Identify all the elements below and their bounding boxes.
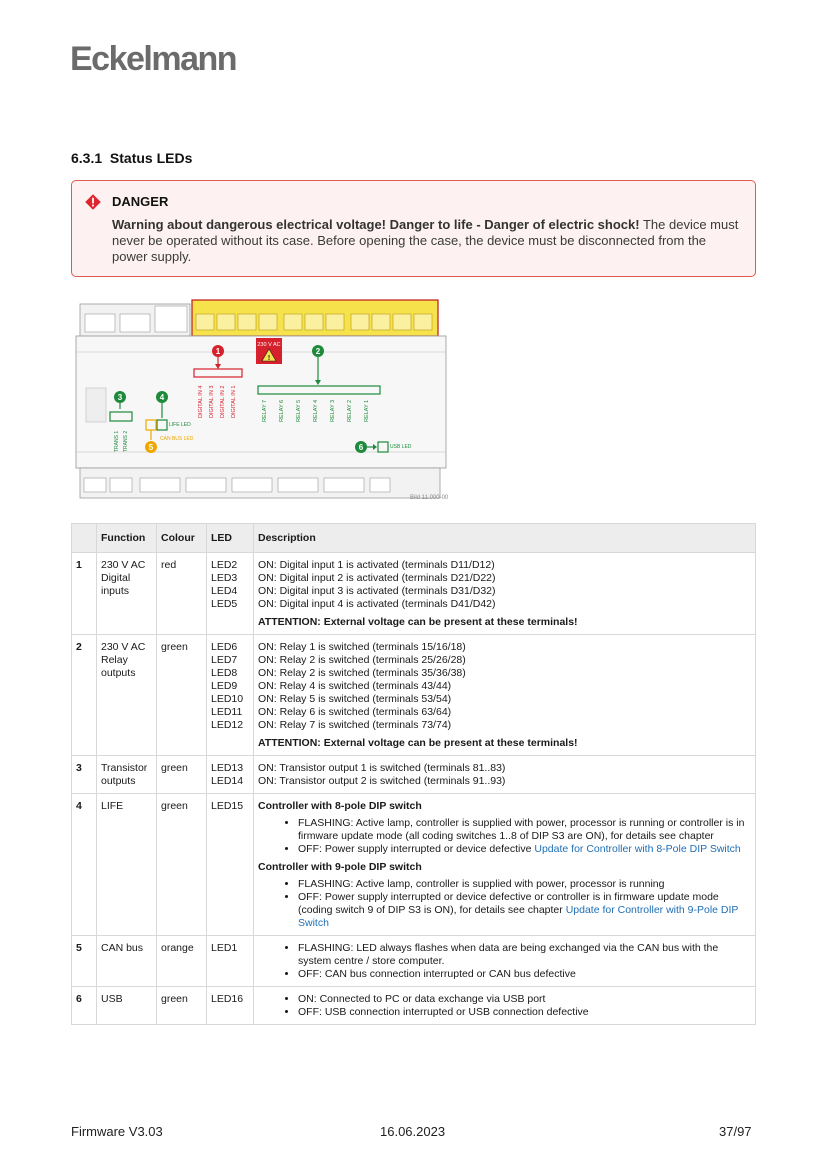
relay-4-label: RELAY 4 — [313, 399, 319, 422]
description-line: ON: Relay 1 is switched (terminals 15/16/18) — [258, 641, 466, 653]
function-line: Transistor — [101, 762, 148, 774]
danger-text — [112, 217, 742, 265]
row-description — [254, 987, 756, 1025]
function-line: 230 V AC — [101, 559, 146, 571]
row-description — [254, 756, 756, 794]
list-item: • OFF: CAN bus connection interrupted or CAN bus defective — [298, 968, 751, 981]
bullet-list — [258, 942, 751, 981]
led-id: LED8 — [211, 667, 238, 679]
led-id: LED14 — [211, 775, 244, 787]
digital-in-3-label: DIGITAL IN 3 — [209, 385, 215, 418]
svg-text:!: ! — [267, 355, 271, 362]
table-header-row — [72, 524, 756, 553]
row-number: 1 — [72, 553, 97, 635]
danger-life-bold: Danger to life - Danger of electric shock! — [389, 217, 640, 232]
relay-3-label: RELAY 3 — [330, 399, 336, 422]
section-number: 6.3.1 — [71, 150, 103, 166]
row-colour: green — [157, 794, 207, 936]
marker-5-label: 5 — [148, 443, 154, 452]
description-line: ON: Digital input 3 is activated (terminals D31/D32) — [258, 585, 496, 597]
usb-led-label: USB LED — [390, 444, 412, 450]
digital-in-2-label: DIGITAL IN 2 — [220, 385, 226, 418]
row-description — [254, 635, 756, 756]
led-id: LED11 — [211, 706, 243, 718]
table-row — [72, 936, 756, 987]
marker-4-label: 4 — [159, 393, 165, 402]
bullet-list — [258, 993, 751, 1019]
list-item: • FLASHING: LED always flashes when data are being exchanged via the CAN bus with the system centre / store computer. — [298, 942, 751, 968]
row-leds — [207, 635, 254, 756]
row-function: CAN bus — [97, 936, 157, 987]
description-line: ON: Transistor output 1 is switched (terminals 81..83) — [258, 762, 506, 774]
table-row — [72, 635, 756, 756]
function-line: outputs — [101, 667, 136, 679]
led-id: LED12 — [211, 719, 244, 731]
list-item: • OFF: Power supply interrupted or device defective Update for Controller with 8-Pole DIP Switch — [298, 843, 751, 856]
row-function — [97, 635, 157, 756]
row-description — [254, 794, 756, 936]
list-item: • OFF: Power supply interrupted or device defective or controller is in firmware update mode (coding switch 9 of DIP S3 is ON), for details see chapter Update for Controller with 9-Pole DIP Switch — [298, 891, 751, 930]
marker-3-label: 3 — [117, 393, 123, 402]
description-line: ON: Relay 7 is switched (terminals 73/74) — [258, 719, 452, 731]
relay-2-label: RELAY 2 — [347, 399, 353, 422]
digital-in-1-label: DIGITAL IN 1 — [231, 385, 237, 418]
attention-note: ATTENTION: External voltage can be present at these terminals! — [258, 616, 578, 628]
marker-1-label: 1 — [215, 347, 221, 356]
list-item: • ON: Connected to PC or data exchange via USB port — [298, 993, 751, 1006]
bullet-list — [258, 817, 751, 856]
subheading-9-pole: Controller with 9-pole DIP switch — [258, 861, 422, 873]
trans-2-label: TRANS 2 — [123, 430, 129, 452]
row-leds: LED1 — [207, 936, 254, 987]
description-line: ON: Digital input 1 is activated (terminals D11/D12) — [258, 559, 495, 571]
led-id: LED2 — [211, 559, 238, 571]
row-leds — [207, 756, 254, 794]
danger-icon — [84, 193, 102, 211]
description-line: ON: Digital input 4 is activated (terminals D41/D42) — [258, 598, 496, 610]
row-number: 5 — [72, 936, 97, 987]
list-item: • FLASHING: Active lamp, controller is supplied with power, processor is running — [298, 878, 751, 891]
description-line: ON: Relay 2 is switched (terminals 25/26/28) — [258, 654, 466, 666]
led-id: LED10 — [211, 693, 244, 705]
link-update-9-pole[interactable]: Update for Controller with 9-Pole DIP Switch — [298, 904, 739, 929]
status-led-table — [71, 523, 756, 1025]
led-id: LED4 — [211, 585, 238, 597]
section-title: Status LEDs — [109, 150, 193, 166]
life-led-label: LIFE LED — [169, 422, 191, 428]
marker-2-label: 2 — [315, 347, 321, 356]
footer-page-number: 37/97 — [719, 1124, 752, 1139]
description-line: ON: Relay 6 is switched (terminals 63/64) — [258, 706, 452, 718]
table-row — [72, 553, 756, 635]
row-leds: LED15 — [207, 794, 254, 936]
table-row — [72, 794, 756, 936]
row-description — [254, 936, 756, 987]
danger-notice — [71, 180, 756, 277]
row-leds — [207, 553, 254, 635]
row-number: 6 — [72, 987, 97, 1025]
bullet-list — [258, 878, 751, 930]
section-heading — [71, 150, 192, 166]
row-colour: orange — [157, 936, 207, 987]
subheading-8-pole: Controller with 8-pole DIP switch — [258, 800, 422, 812]
footer-firmware: Firmware V3.03 — [71, 1124, 163, 1139]
led-id: LED3 — [211, 572, 238, 584]
description-line: ON: Transistor output 2 is switched (terminals 91..93) — [258, 775, 506, 787]
led-id: LED6 — [211, 641, 238, 653]
row-leds: LED16 — [207, 987, 254, 1025]
row-function: LIFE — [97, 794, 157, 936]
row-colour: green — [157, 756, 207, 794]
digital-in-4-label: DIGITAL IN 4 — [198, 385, 204, 418]
relay-6-label: RELAY 6 — [279, 399, 285, 422]
can-led-label: CAN BUS LED — [160, 436, 194, 442]
marker-6-label: 6 — [358, 443, 364, 452]
row-colour: red — [157, 553, 207, 635]
header-function: Function — [97, 524, 157, 553]
function-line: 230 V AC — [101, 641, 146, 653]
link-update-8-pole[interactable]: Update for Controller with 8-Pole DIP Switch — [534, 843, 741, 855]
list-item: • OFF: USB connection interrupted or USB connection defective — [298, 1006, 751, 1019]
attention-note: ATTENTION: External voltage can be present at these terminals! — [258, 737, 578, 749]
company-logo: Eckelmann — [70, 40, 237, 78]
footer-date: 16.06.2023 — [380, 1124, 446, 1139]
high-voltage-text: 230 V AC — [257, 342, 281, 348]
table-row — [72, 756, 756, 794]
function-line: Relay — [101, 654, 128, 666]
row-colour: green — [157, 987, 207, 1025]
row-function — [97, 553, 157, 635]
led-id: LED7 — [211, 654, 238, 666]
led-id: LED13 — [211, 762, 244, 774]
list-item: • FLASHING: Active lamp, controller is supplied with power, processor is running or controller is in firmware update mode (all coding switches 1..8 of DIP S3 are ON), for details see chapter — [298, 817, 751, 843]
header-colour: Colour — [157, 524, 207, 553]
danger-instructions: The device must never be operated without its case. Before opening the case, the device must be disconnected from the power supply. — [112, 217, 739, 264]
function-line: outputs — [101, 775, 136, 787]
row-function — [97, 756, 157, 794]
function-line: Digital — [101, 572, 131, 584]
row-function: USB — [97, 987, 157, 1025]
header-description: Description — [254, 524, 756, 553]
header-led: LED — [207, 524, 254, 553]
row-colour: green — [157, 635, 207, 756]
led-id: LED9 — [211, 680, 238, 692]
row-description — [254, 553, 756, 635]
description-line: ON: Digital input 2 is activated (terminals D21/D22) — [258, 572, 496, 584]
table-row — [72, 987, 756, 1025]
figure-caption: Bild 11.000-00 — [410, 495, 449, 501]
header-number — [72, 524, 97, 553]
danger-warning-bold: Warning about dangerous electrical voltage! — [112, 217, 387, 232]
description-line: ON: Relay 4 is switched (terminals 43/44) — [258, 680, 452, 692]
row-number: 2 — [72, 635, 97, 756]
led-id: LED5 — [211, 598, 238, 610]
controller-diagram — [70, 296, 450, 504]
description-line: ON: Relay 2 is switched (terminals 35/36/38) — [258, 667, 466, 679]
danger-heading: DANGER — [112, 194, 169, 209]
description-line: ON: Relay 5 is switched (terminals 53/54) — [258, 693, 452, 705]
row-number: 4 — [72, 794, 97, 936]
relay-7-label: RELAY 7 — [262, 399, 268, 422]
relay-1-label: RELAY 1 — [364, 399, 370, 422]
function-line: inputs — [101, 585, 130, 597]
relay-5-label: RELAY 5 — [296, 399, 302, 422]
row-number: 3 — [72, 756, 97, 794]
trans-1-label: TRANS 1 — [114, 430, 120, 452]
